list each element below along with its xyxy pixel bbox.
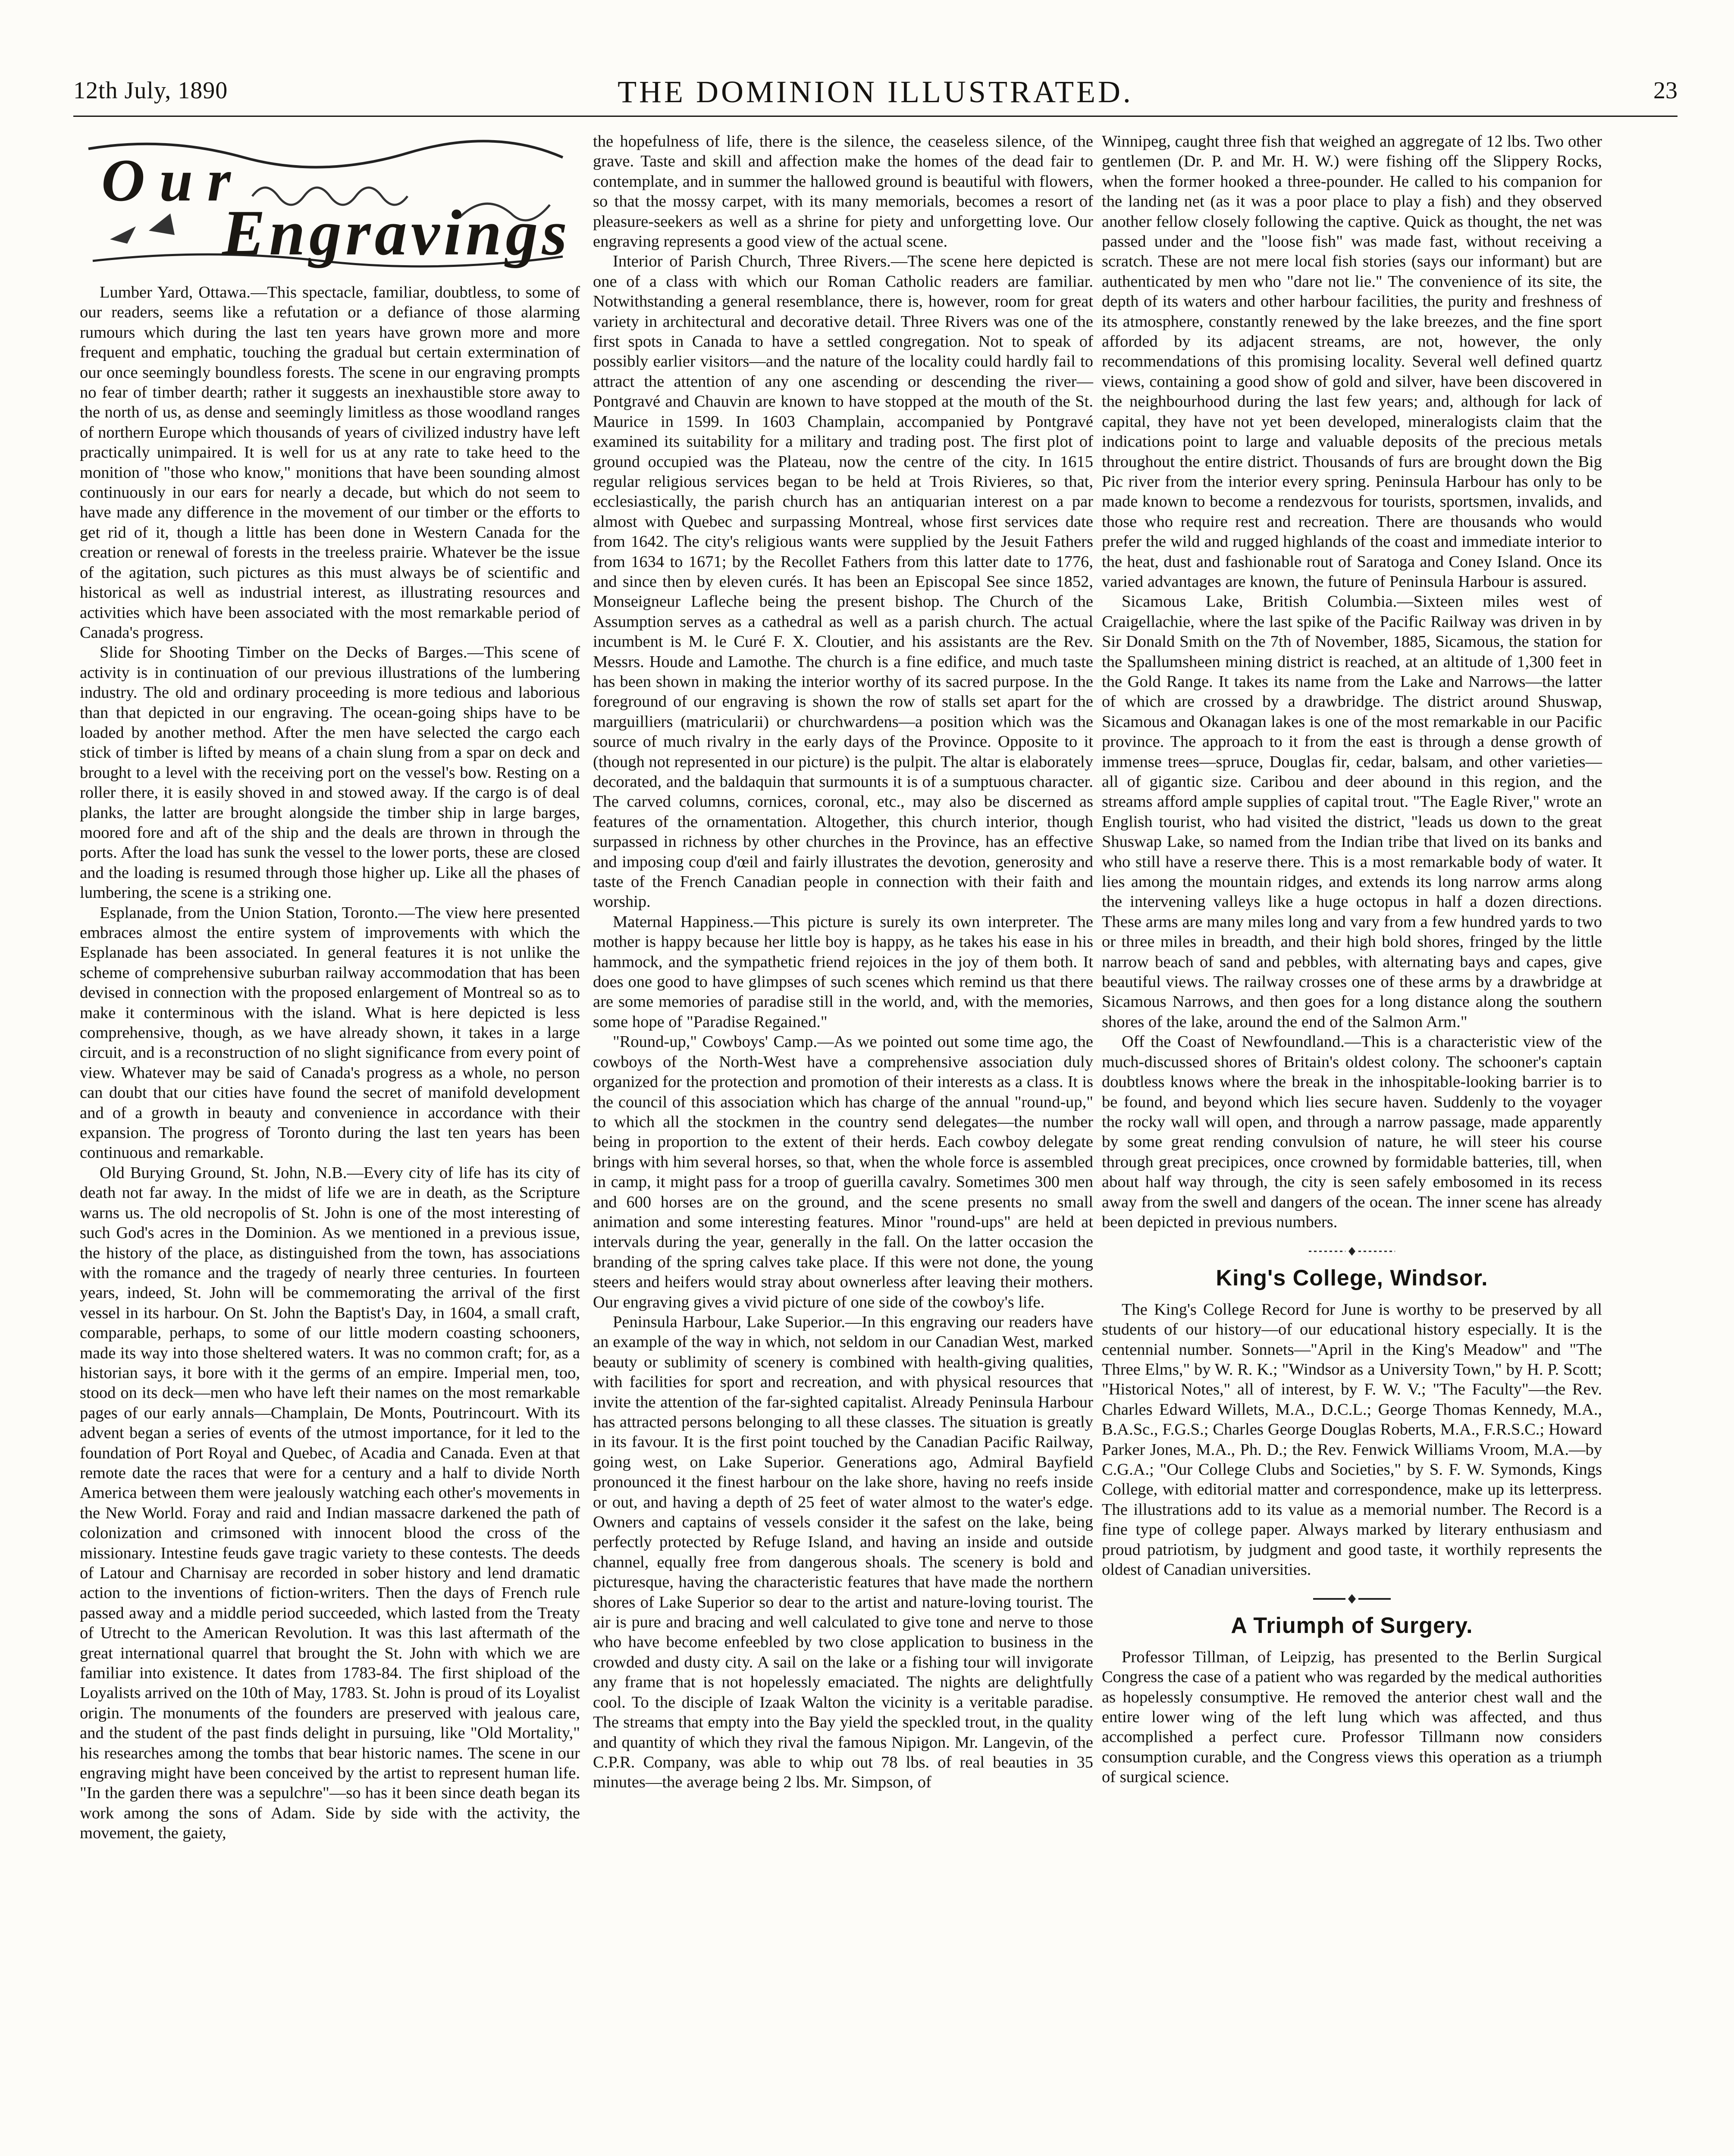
- page-header: [73, 65, 1678, 112]
- banner-word-our: Our: [101, 147, 231, 214]
- banner-word-engravings: Engravings: [222, 197, 567, 269]
- article-peninsula-harbour: Peninsula Harbour, Lake Superior.—In this engraving our readers have an example of the way in which, not seldom in our Canadian West, marked beauty or sublimity of scenery is combined with health-giving qualities, with facilities for sport and recreation, and with physical resources that invite the attention of the far-sighted capitalist. Already Peninsula Harbour has attracted persons belonging to all these classes. The situation is greatly in its favour. It is the first point touched by the Canadian Pacific Railway, going west, on Lake Superior. Generations ago, Admiral Bayfield pronounced it the finest harbour on the lake shore, having no reefs inside or out, and having a depth of 25 feet of water almost to the water's edge. Owners and captains of vessels consider it the safest on the lake, being perfectly protected by Refuge Island, and having an inside and outside channel, equally free from dangerous shoals. The scenery is bold and picturesque, having the characteristic features that have made the northern shores of Lake Superior so dear to the artist and nature-loving tourist. The air is pure and bracing and well calculated to give tone and nerve to those who have become enfeebled by two close application to business in the crowded and dusty city. A sail on the lake or a fishing tour will invigorate any frame that is not hopelessly emaciated. The nights are delightfully cool. To the disciple of Izaak Walton the vicinity is a veritable paradise. The streams that empty into the Bay yield the speckled trout, in the quality and quantity of which they rival the famous Nipigon. Mr. Langevin, of the C.P.R. Company, was able to whip out 78 lbs. of real beauties in 35 minutes—the average being 2 lbs. Mr. Simpson, of: [593, 1313, 1093, 1792]
- section-ornament-2: [1304, 1592, 1399, 1605]
- header-rule: [73, 116, 1678, 117]
- article-esplanade: Esplanade, from the Union Station, Toronto.—The view here presented embraces almost the entire system of improvements with which the Esplanade has been associated. In general features it is not unlike the scheme of comprehensive suburban railway accommodation that has been devised in connection with the proposed enlargement of Montreal so as to make it conterminous with the island. What is here depicted is less comprehensive, though, as we have already shown, it takes in a large circuit, and is a reconstruction of no slight significance from every point of view. Whatever may be said of Canada's progress as a whole, no person can doubt that our cities have found the secret of manifold development and of a growth in beauty and convenience in accordance with their expansion. The progress of Toronto during the last ten years has been continuous and remarkable.: [80, 903, 580, 1162]
- article-sicamous-lake: Sicamous Lake, British Columbia.—Sixteen miles west of Craigellachie, where the last spike of the Pacific Railway was driven in by Sir Donald Smith on the 7th of November, 1885, Sicamous, the station for the Spallumsheen mining district is reached, at an altitude of 1,300 feet in the Gold Range. It takes its name from the Lake and Narrows—the latter of which are crossed by a drawbridge. The district around Shuswap, Sicamous and Okanagan lakes is one of the most remarkable in our Pacific province. The approach to it from the east is through a dense growth of immense trees—spruce, Douglas fir, cedar, balsam, and other varieties—all of gigantic size. Caribou and deer abound in this region, and the streams afford ample supplies of capital trout. "The Eagle River," wrote an English tourist, who had visited the district, "leads us down to the great Shuswap Lake, so named from the Indian tribe that lived on its banks and who still have a reserve there. This is a most remarkable body of water. It lies among the mountain ridges, and extends its long narrow arms along the intervening valleys like a huge octopus in half a dozen directions. These arms are many miles long and vary from a few hundred yards to two or three miles in breadth, and their high bold shores, fringed by the little narrow beach of sand and pebbles, with alternating bays and capes, give beautiful views. The railway crosses one of these arms by a drawbridge at Sicamous Narrows, and then goes for a long distance along the southern shores of the lake, around the end of the Salmon Arm.": [1102, 592, 1602, 1031]
- surgery-article: Professor Tillman, of Leipzig, has presented to the Berlin Surgical Congress the case of a patient who was regarded by the medical authorities as hopelessly consumptive. He removed the anterior chest wall and the entire lower wing of the left lung which was affected, and thus accomplished a perfect cure. Professor Tillmann now considers consumption curable, and the Congress views this operation as a triumph of surgical science.: [1102, 1648, 1602, 1786]
- masthead-title: THE DOMINION ILLUSTRATED.: [618, 75, 1133, 109]
- article-round-up: "Round-up," Cowboys' Camp.—As we pointed out some time ago, the cowboys of the North-West have a comprehensive association duly organized for the protection and promotion of their interests as a class. It is the council of this association which has charge of the annual "round-up," to which all the stockmen in the country send delegates—the number being in proportion to the extent of their herds. Each cowboy delegate brings with him several horses, so that, when the whole force is assembled in camp, it might pass for a troop of guerilla cavalry. Sometimes 300 men and 600 horses are on the ground, and the scene presents no small animation and some interesting features. Minor "round-ups" are held at intervals during the year, generally in the fall. On the latter occasion the branding of the spring calves take place. If this were not done, the young steers and heifers would stray about ownerless after leaving their mothers. Our engraving gives a vivid picture of one side of the cowboy's life.: [593, 1033, 1093, 1311]
- kings-college-heading: King's College, Windsor.: [1216, 1266, 1488, 1291]
- column-1: [80, 132, 580, 2156]
- article-parish-church: Interior of Parish Church, Three Rivers.—The scene here depicted is one of a class with which our Roman Catholic readers are familiar. Notwithstanding a general resemblance, there is, however, room for great variety in architectural and decorative detail. Three Rivers was one of the first spots in Canada to have a settled congregation. Not to speak of possibly earlier visitors—and the nature of the locality could hardly fail to attract the attention of any one ascending or descending the river—Pontgravé and Chauvin are known to have stopped at the mouth of the St. Maurice in 1599. In 1603 Champlain, accompanied by Pontgravé examined its suitability for a military and trading post. The first plot of ground occupied was the Plateau, now the centre of the city. In 1615 regular religious services began to be held at Trois Rivieres, so that, ecclesiastically, the parish church has an antiquarian interest on a par almost with Quebec and surpassing Montreal, whose first services date from 1642. The city's religious wants were supplied by the Jesuit Fathers from 1634 to 1671; by the Recollet Fathers from this latter date to 1776, and since then by eleven curés. It has been an Episcopal See since 1852, Monseigneur Lafleche being the present bishop. The Church of the Assumption serves as a cathedral as well as a parish church. The actual incumbent is M. le Curé F. X. Cloutier, and his assistants are the Rev. Messrs. Houde and Lamothe. The church is a fine edifice, and much taste has been shown in making the interior worthy of its sacred purpose. In the foreground of our engraving is shown the row of stalls set apart for the marguilliers (matricularii) or churchwardens—a position which was the source of much rivalry in the early days of the Province. Opposite to it (though not represented in our picture) is the pulpit. The altar is elaborately decorated, and the baldaquin that surmounts it is of a sumptuous character. The carved columns, cornices, coronal, etc., may also be discerned as features of the ornamentation. Altogether, this church interior, though surpassed in richness by other churches in the Province, has an effective and imposing coup d'œil and fairly illustrates the devotion, generosity and taste of the French Canadian people in connection with their faith and worship.: [593, 252, 1093, 911]
- article-peninsula-harbour-cont: Winnipeg, caught three fish that weighed an aggregate of 12 lbs. Two other gentlemen (Dr. P. and Mr. H. W.) were fishing off the Slippery Rocks, when the former hooked a three-pounder. He called to his companion for the landing net (as it was a poor place to play a fish) and they observed another fellow closely following the captive. Quick as thought, the net was passed under and the "loose fish" was made fast, without receiving a scratch. These are not mere local fish stories (says our informant) but are authenticated by men who "dare not lie." The convenience of its site, the depth of its waters and other harbour facilities, the purity and freshness of its atmosphere, constantly renewed by the lake breezes, and the fine sport afforded by its adjacent streams, are not, however, the only recommendations of this promising locality. Several well defined quartz views, containing a good show of gold and silver, have been discovered in the neighbourhood during the last few years; and, although for lack of capital, they have not yet been developed, mineralogists claim that the indications point to large and valuable deposits of the precious metals throughout the entire district. Thousands of furs are brought down the Big Pic river from the interior every spring. Peninsula Harbour has only to be made known to become a rendezvous for tourists, sportsmen, invalids, and those who require rest and recreation. There are thousands who would prefer the wild and rugged highlands of the coast and immediate interior to the heat, dust and fashionable rout of Saratoga and Coney Island. Once its varied advantages are known, the future of Peninsula Harbour is assured.: [1102, 132, 1602, 591]
- article-timber-slide: Slide for Shooting Timber on the Decks of Barges.—This scene of activity is in continuation of our previous illustrations of the lumbering industry. The old and ordinary proceeding is more tedious and laborious than that depicted in our engraving. The ocean-going ships have to be loaded by another method. After the men have selected the cargo each stick of timber is lifted by means of a chain slung from a spar on deck and brought to a level with the receiving port on the vessel's bow. Resting on a roller there, it is easily shoved in and stowed away. If the cargo is of deal planks, the latter are brought alongside the timber ship in large barges, moored fore and aft of the ship and the deals are thrown in through the ports. After the load has sunk the vessel to the lower ports, these are closed and the loading is resumed through those higher up. Like all the phases of lumbering, the scene is a striking one.: [80, 643, 580, 902]
- article-lumber-yard: Lumber Yard, Ottawa.—This spectacle, familiar, doubtless, to some of our readers, seems like a refutation or a defiance of those alarming rumours which during the last ten years have grown more and more frequent and emphatic, touching the gradual but certain extermination of our once seemingly boundless forests. The scene in our engraving prompts no fear of timber dearth; rather it suggests an inexhaustible store away to the north of us, as dense and seemingly limitless as those woodland ranges of northern Europe which thousands of years of civilized industry have left practically unimpaired. It is well for us at any rate to take heed to the monition of "those who know," monitions that have been sounding almost continuously in our ears for nearly a decade, but which do not seem to have made any difference in the movement of our timber or the efforts to get rid of it, though a little has been done in Western Canada for the creation or renewal of forests in the treeless prairie. Whatever be the issue of the agitation, such pictures as this must always be of scientific and historical as well as industrial interest, as illustrating resources and activities which have been associated with the most remarkable period of Canada's progress.: [80, 283, 580, 642]
- column-2: [593, 132, 1093, 2156]
- article-burying-ground-cont: the hopefulness of life, there is the silence, the ceaseless silence, of the grave. Taste and skill and affection make the homes of the dead fair to contemplate, and in summer the hallowed ground is beautiful with flowers, so that the mossy carpet, with its many memorials, becomes a resort of pleasure-seekers as well as a shrine for piety and unforgetting love. Our engraving represents a good view of the actual scene.: [593, 132, 1093, 251]
- article-newfoundland: Off the Coast of Newfoundland.—This is a characteristic view of the much-discussed shores of Britain's oldest colony. The schooner's captain doubtless knows where the break in the inhospitable-looking barrier is to be found, and beyond which lies secure haven. Suddenly to the voyager the rocky wall will open, and through a narrow passage, made apparently by some great rending convulsion of nature, he will steer his course through great precipices, once crowned by formidable batteries, till, when about half way through, the city is seen safely embosomed in its recess away from the swell and dangers of the ocean. The inner scene has already been depicted in previous numbers.: [1102, 1033, 1602, 1231]
- surgery-heading: A Triumph of Surgery.: [1231, 1613, 1473, 1639]
- column-3: [1102, 132, 1602, 2156]
- page-number: 23: [1653, 77, 1678, 104]
- article-burying-ground: Old Burying Ground, St. John, N.B.—Every city of life has its city of death not far away. In the midst of life we are in death, as the Scripture warns us. The old necropolis of St. John is one of the most interesting of such God's acres in the Dominion. As we mentioned in a previous issue, the history of the place, as distinguished from the town, has associations with the romance and the tragedy of nearly three centuries. In fourteen years, indeed, St. John will be commemorating the arrival of the first vessel in its harbour. On St. John the Baptist's Day, in 1604, a small craft, comparable, perhaps, to some of our little modern coasting schooners, made its way into those sheltered waters. It was no common craft; for, as a historian says, it bore with it the germs of an empire. Imperial men, too, stood on its deck—men who have left their names on the most remarkable pages of our early annals—Champlain, De Monts, Poutrincourt. With its advent began a series of events of the utmost importance, for it led to the foundation of Port Royal and Quebec, of Acadia and Canada. Even at that remote date the races that were for a century and a half to divide North America between them were jealously watching each other's movements in the New World. Foray and raid and Indian massacre darkened the path of colonization and crimsoned with innocent blood the cross of the missionary. Intestine feuds gave tragic variety to these contests. The deeds of Latour and Charnisay are recorded in sober history and lend dramatic action to the inventions of fiction-writers. Then the days of French rule passed away and a middle period succeeded, which lasted from the Treaty of Utrecht to the American Revolution. It was this last aftermath of the great international quarrel that brought the St. John with which we are familiar into existence. It dates from 1783-84. The first shipload of the Loyalists arrived on the 10th of May, 1783. St. John is proud of its Loyalist origin. The monuments of the founders are preserved with jealous care, and the student of the past finds delight in pursuing, like "Old Mortality," his researches among the tombs that bear historic names. The scene in our engraving might have been conceived by the artist to represent human life. "In the garden there was a sepulchre"—so has it been since death began its work among the sons of Adam. Side by side with the activity, the movement, the gaiety,: [80, 1163, 580, 1843]
- section-ornament: [1304, 1245, 1399, 1258]
- kings-college-article: The King's College Record for June is worthy to be preserved by all students of our history—of our educational history especially. It is the centennial number. Sonnets—"April in the King's Meadow" and "The Three Elms," by W. R. K.; "Windsor as a University Town," by H. P. Scott; "Historical Notes," all of interest, by F. W. V.; "The Faculty"—the Rev. Charles Edward Willets, M.A., D.C.L.; George Thomas Kennedy, M.A., B.A.Sc., F.G.S.; Charles George Douglas Roberts, M.A., F.R.S.C.; Howard Parker Jones, M.A., Ph. D.; the Rev. Fenwick Williams Vroom, M.A.—by C.G.A.; "Our College Clubs and Societies," by S. F. W. Symonds, Kings College, with editorial matter and correspondence, make up its letterpress. The illustrations add to its value as a memorial number. The Record is a fine type of college paper. Always marked by literary enthusiasm and proud patriotism, by judgment and good taste, it worthily represents the oldest of Canadian universities.: [1102, 1300, 1602, 1579]
- our-engravings-banner: [80, 132, 576, 274]
- article-maternal-happiness: Maternal Happiness.—This picture is surely its own interpreter. The mother is happy because her little boy is happy, as he takes his ease in his hammock, and the sympathetic friend rejoices in the joy of them both. It does one good to have glimpses of such scenes which remind us that there are some memories of paradise still in the world, and, with the memories, some hope of "Paradise Regained.": [593, 912, 1093, 1031]
- issue-date: 12th July, 1890: [73, 77, 228, 104]
